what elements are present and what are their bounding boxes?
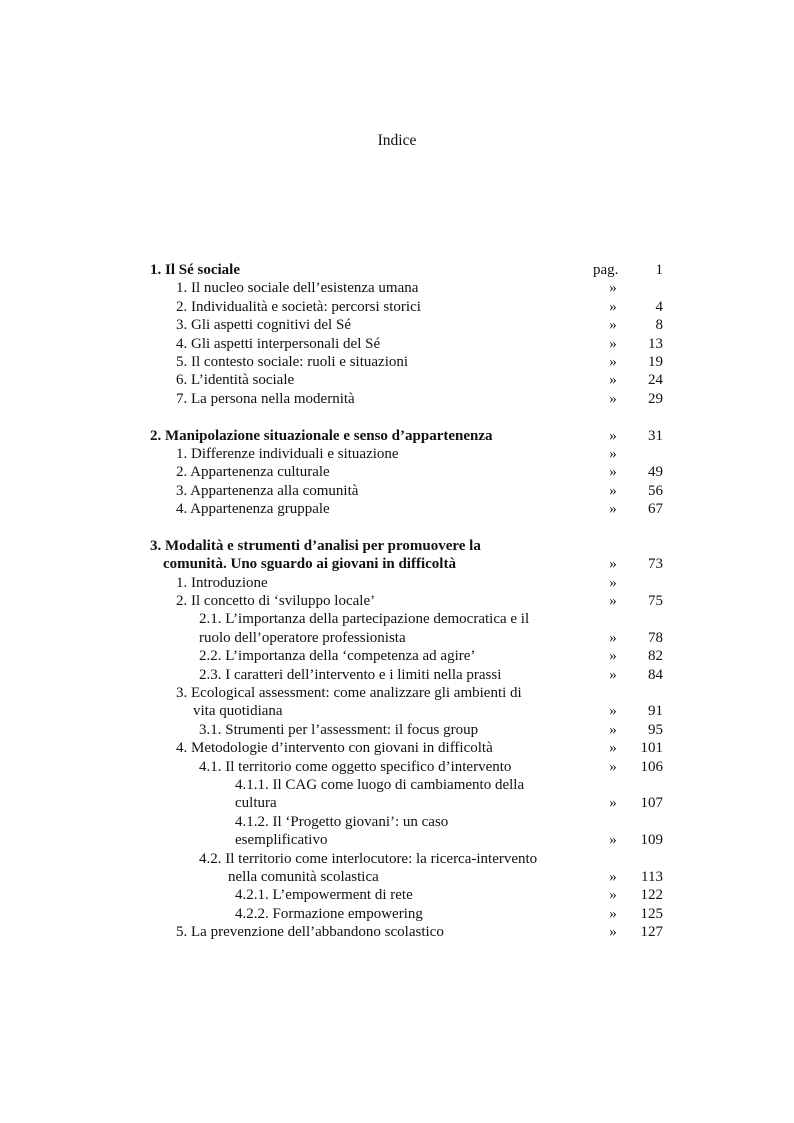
- toc-chapter-row: [150, 537, 663, 555]
- toc-entry-title: 2.3. I caratteri dell’intervento e i limiti nella prassi: [199, 666, 502, 683]
- page-marker: »: [609, 593, 617, 610]
- toc-entry-row: [150, 684, 663, 702]
- toc-entry-title: 1. Differenze individuali e situazione: [176, 445, 399, 462]
- toc-entry-row: [150, 850, 663, 868]
- toc-entry-row: [150, 316, 663, 334]
- page-number: 24: [648, 372, 663, 389]
- toc-entry-row: [150, 463, 663, 481]
- page-marker: »: [609, 501, 617, 518]
- toc-entry-title: 2. Manipolazione situazionale e senso d’appartenenza: [150, 427, 493, 444]
- toc-entry-title: 5. Il contesto sociale: ruoli e situazioni: [176, 353, 409, 370]
- page-number: 127: [640, 924, 663, 941]
- page-marker: pag.: [593, 262, 619, 278]
- page-number: 4: [655, 298, 663, 315]
- toc-entry-row: [150, 335, 663, 353]
- toc-entry-row: [150, 739, 663, 757]
- page-marker: »: [609, 574, 617, 591]
- page-number: 125: [640, 905, 663, 922]
- toc-entry-title: 3. Appartenenza alla comunità: [176, 482, 359, 499]
- toc-entry-title: 1. Introduzione: [176, 574, 268, 591]
- page-number: 13: [648, 335, 663, 352]
- toc-entry-title: 4.2. Il territorio come interlocutore: la ricerca-intervento: [199, 850, 538, 867]
- toc-page-ref: [593, 463, 663, 481]
- toc-page-ref: [593, 831, 663, 849]
- page-number: 122: [640, 887, 663, 904]
- page-number: 56: [648, 482, 663, 499]
- page-title: Indice: [377, 132, 417, 149]
- page-number: 78: [648, 629, 663, 646]
- page-marker: »: [609, 868, 617, 885]
- toc-page-ref: [593, 721, 663, 739]
- page-marker: »: [609, 832, 617, 849]
- toc-entry-row: [150, 629, 663, 647]
- toc-page-ref: [593, 445, 663, 463]
- toc-entry-row: [150, 279, 663, 297]
- toc-entry-row: [150, 298, 663, 316]
- page-number: 31: [648, 427, 663, 444]
- page-marker: »: [609, 629, 617, 646]
- page-number: 91: [648, 703, 663, 720]
- page-number: 75: [648, 593, 663, 610]
- page-marker: »: [609, 427, 617, 444]
- toc-entry-row: [150, 482, 663, 500]
- toc-page-ref: [593, 335, 663, 353]
- toc-entry-row: [150, 758, 663, 776]
- toc-entry-title: 4. Appartenenza gruppale: [176, 501, 330, 518]
- toc-page-ref: [593, 905, 663, 923]
- page-marker: »: [609, 464, 617, 481]
- toc-entry-title: 2. Individualità e società: percorsi storici: [176, 298, 421, 315]
- toc-page-ref: [593, 500, 663, 518]
- toc-entry-title: vita quotidiana: [193, 703, 283, 720]
- toc-chapter-row: [150, 555, 663, 573]
- toc-page-ref: [593, 702, 663, 720]
- page-marker: »: [609, 703, 617, 720]
- page-marker: »: [609, 740, 617, 757]
- toc-page-ref: [593, 371, 663, 389]
- toc-page-ref: [593, 739, 663, 757]
- toc-entry-title: 3. Ecological assessment: come analizzare gli ambienti di: [176, 684, 522, 701]
- toc-entry-title: 4. Gli aspetti interpersonali del Sé: [176, 335, 381, 352]
- page-number: 73: [648, 556, 663, 573]
- page-marker: »: [609, 924, 617, 941]
- toc-entry-title: 1. Il Sé sociale: [150, 262, 240, 278]
- toc-entry-row: [150, 574, 663, 592]
- page-number: 49: [648, 464, 663, 481]
- page-marker: »: [609, 648, 617, 665]
- toc-chapter-row: [150, 261, 663, 279]
- page-number: 106: [640, 758, 663, 775]
- page-number: [633, 445, 663, 463]
- toc-entry-title: 2. Il concetto di ‘sviluppo locale’: [176, 593, 376, 610]
- toc-entry-title: 4.2.2. Formazione empowering: [235, 905, 423, 922]
- page-number: 19: [648, 353, 663, 370]
- page-number: 29: [648, 390, 663, 407]
- toc-entry-title: 3. Gli aspetti cognitivi del Sé: [176, 317, 351, 334]
- toc-entry-title: 6. L’identità sociale: [176, 372, 295, 389]
- page-marker: »: [609, 317, 617, 334]
- page-marker: »: [609, 482, 617, 499]
- page-number: 67: [648, 501, 663, 518]
- toc-entry-row: [150, 666, 663, 684]
- toc-entry-title: 4.1.1. Il CAG come luogo di cambiamento della: [235, 776, 525, 793]
- toc-page-ref: [593, 427, 663, 445]
- toc-entry-title: 2.1. L’importanza della partecipazione democratica e il: [199, 611, 530, 628]
- page-marker: »: [609, 280, 617, 297]
- toc-entry-row: [150, 353, 663, 371]
- toc-page-ref: [593, 868, 663, 886]
- toc-page-ref: [593, 758, 663, 776]
- page-marker: »: [609, 758, 617, 775]
- toc-entry-row: [150, 813, 663, 831]
- toc-entry-title: 4.2.1. L’empowerment di rete: [235, 887, 413, 904]
- page-number: 101: [640, 740, 663, 757]
- page-number: 109: [640, 832, 663, 849]
- table-of-contents: [150, 261, 663, 941]
- toc-entry-row: [150, 702, 663, 720]
- page-number: 107: [640, 795, 663, 812]
- toc-page-ref: [593, 390, 663, 408]
- toc-entry-row: [150, 610, 663, 628]
- toc-entry-row: [150, 868, 663, 886]
- toc-entry-title: 2.2. L’importanza della ‘competenza ad agire’: [199, 648, 476, 665]
- toc-entry-title: comunità. Uno sguardo ai giovani in difficoltà: [163, 556, 456, 573]
- page-marker: »: [609, 390, 617, 407]
- toc-entry-row: [150, 794, 663, 812]
- toc-entry-title: 4.1. Il territorio come oggetto specifico d’intervento: [199, 758, 512, 775]
- page-marker: »: [609, 445, 617, 462]
- toc-entry-title: 4. Metodologie d’intervento con giovani in difficoltà: [176, 740, 493, 757]
- toc-page-ref: [593, 261, 663, 279]
- toc-page-ref: [593, 555, 663, 573]
- page-number: [633, 574, 663, 592]
- page-marker: »: [609, 905, 617, 922]
- page-marker: »: [609, 556, 617, 573]
- toc-entry-row: [150, 592, 663, 610]
- toc-chapter-row: [150, 427, 663, 445]
- page-number: 84: [648, 666, 663, 683]
- toc-page-ref: [593, 647, 663, 665]
- page-number: 113: [641, 868, 663, 885]
- page-number: 1: [655, 262, 663, 278]
- toc-entry-row: [150, 721, 663, 739]
- toc-entry-title: cultura: [235, 795, 277, 812]
- page-marker: »: [609, 666, 617, 683]
- toc-page-ref: [593, 629, 663, 647]
- page-number: 8: [655, 317, 663, 334]
- toc-entry-row: [150, 831, 663, 849]
- toc-entry-title: ruolo dell’operatore professionista: [199, 629, 406, 646]
- toc-entry-row: [150, 445, 663, 463]
- toc-page-ref: [593, 794, 663, 812]
- toc-page-ref: [593, 666, 663, 684]
- toc-page-ref: [593, 886, 663, 904]
- toc-page-ref: [593, 482, 663, 500]
- toc-entry-row: [150, 776, 663, 794]
- toc-entry-row: [150, 500, 663, 518]
- toc-entry-row: [150, 647, 663, 665]
- toc-page-ref: [593, 923, 663, 941]
- toc-entry-title: 7. La persona nella modernità: [176, 390, 355, 407]
- page-number: [633, 279, 663, 297]
- toc-entry-row: [150, 923, 663, 941]
- toc-page-ref: [593, 353, 663, 371]
- page-marker: »: [609, 795, 617, 812]
- toc-entry-title: esemplificativo: [235, 832, 328, 849]
- toc-page-ref: [593, 316, 663, 334]
- page-marker: »: [609, 335, 617, 352]
- toc-entry-title: 3. Modalità e strumenti d’analisi per promuovere la: [150, 537, 481, 554]
- toc-entry-title: 1. Il nucleo sociale dell’esistenza umana: [176, 280, 419, 297]
- toc-entry-row: [150, 371, 663, 389]
- toc-entry-title: 2. Appartenenza culturale: [176, 464, 330, 481]
- toc-page-ref: [593, 298, 663, 316]
- page-number: 82: [648, 648, 663, 665]
- toc-page-ref: [593, 279, 663, 297]
- toc-page-ref: [593, 592, 663, 610]
- toc-entry-title: 3.1. Strumenti per l’assessment: il focus group: [199, 721, 479, 738]
- page-marker: »: [609, 298, 617, 315]
- page-marker: »: [609, 721, 617, 738]
- page-marker: »: [609, 372, 617, 389]
- page-marker: »: [609, 353, 617, 370]
- toc-entry-title: 5. La prevenzione dell’abbandono scolastico: [176, 924, 444, 941]
- toc-entry-title: 4.1.2. Il ‘Progetto giovani’: un caso: [235, 813, 449, 830]
- toc-entry-row: [150, 905, 663, 923]
- toc-page-ref: [593, 574, 663, 592]
- toc-entry-row: [150, 886, 663, 904]
- toc-entry-title: nella comunità scolastica: [228, 868, 379, 885]
- page-marker: »: [609, 887, 617, 904]
- page-number: 95: [648, 721, 663, 738]
- toc-entry-row: [150, 390, 663, 408]
